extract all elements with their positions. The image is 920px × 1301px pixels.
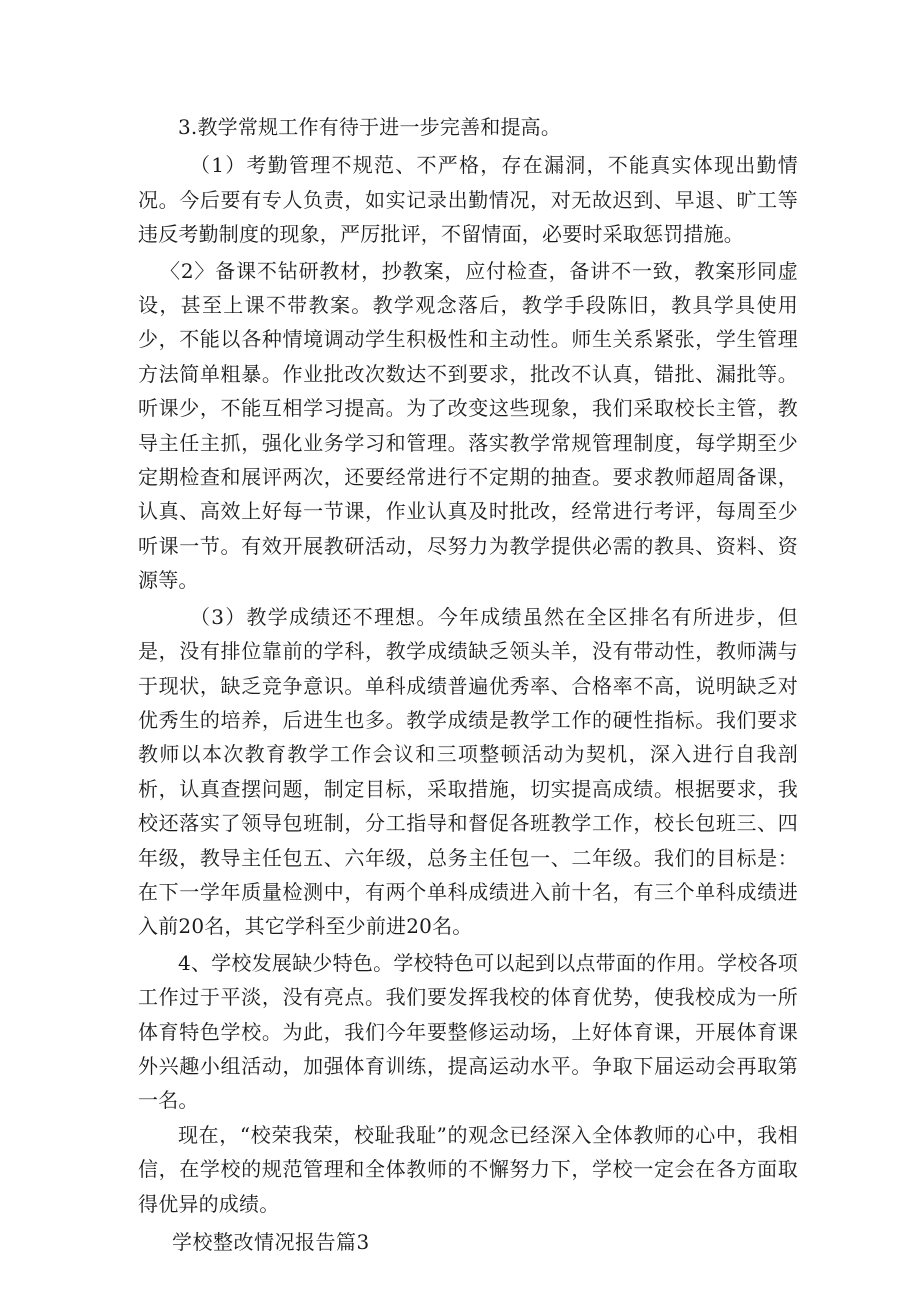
paragraph-conclusion: 现在，“校荣我荣，校耻我耻”的观念已经深入全体教师的心中，我相信，在学校的规范管理和全体教师的不懈努力下，学校一定会在各方面取得优异的成绩。 <box>138 1122 798 1216</box>
paragraph-attendance: （1）考勤管理不规范、不严格，存在漏洞，不能真实体现出勤情况。今后要有专人负责，如实记录出勤情况，对无故迟到、早退、旷工等违反考勤制度的现象，严厉批评，不留情面，必要时采取惩罚措施。 <box>138 153 798 247</box>
paragraph-teaching-results: （3）教学成绩还不理想。今年成绩虽然在全区排名有所进步，但是，没有排位靠前的学科，教学成绩缺乏领头羊，没有带动性，教师满与于现状，缺乏竞争意识。单科成绩普遍优秀率、合格率不高，说明缺乏对优秀生的培养，后进生也多。教学成绩是教学工作的硬性指标。我们要求教师以本次教育教学工作会议和三项整顿活动为契机，深入进行自我剖析，认真查摆问题，制定目标，采取措施，切实提高成绩。根据要求，我校还落实了领导包班制，分工指导和督促各班教学工作，校长包班三、四年级，教导主任包五、六年级，总务主任包一、二年级。我们的目标是：在下一学年质量检测中，有两个单科成绩进入前十名，有三个单科成绩进入前20名，其它学科至少前进20名。 <box>138 604 798 939</box>
section-heading: 学校整改情况报告篇3 <box>172 1230 370 1254</box>
paragraph-lesson-prep: 〈2〉备课不钻研教材，抄教案，应付检查，备讲不一致，教案形同虚设，甚至上课不带教案。教学观念落后，教学手段陈旧，教具学具使用少，不能以各种情境调动学生积极性和主动性。师生关系紧张，学生管理方法简单粗暴。作业批改次数达不到要求，批改不认真，错批、漏批等。听课少，不能互相学习提高。为了改变这些现象，我们采取校长主管，教导主任主抓，强化业务学习和管理。落实教学常规管理制度，每学期至少定期检查和展评两次，还要经常进行不定期的抽查。要求教师超周备课，认真、高效上好每一节课，作业认真及时批改，经常进行考评，每周至少听课一节。有效开展教研活动，尽努力为教学提供必需的教具、资料、资源等。 <box>138 258 798 593</box>
paragraph-school-features: 4、学校发展缺少特色。学校特色可以起到以点带面的作用。学校各项工作过于平淡，没有亮点。我们要发挥我校的体育优势，使我校成为一所体育特色学校。为此，我们今年要整修运动场，上好体育课，开展体育课外兴趣小组活动，加强体育训练，提高运动水平。争取下届运动会再取第一名。 <box>138 950 798 1113</box>
document-page <box>138 110 798 1259</box>
paragraph-heading-3: 3.教学常规工作有待于进一步完善和提高。 <box>178 115 562 139</box>
